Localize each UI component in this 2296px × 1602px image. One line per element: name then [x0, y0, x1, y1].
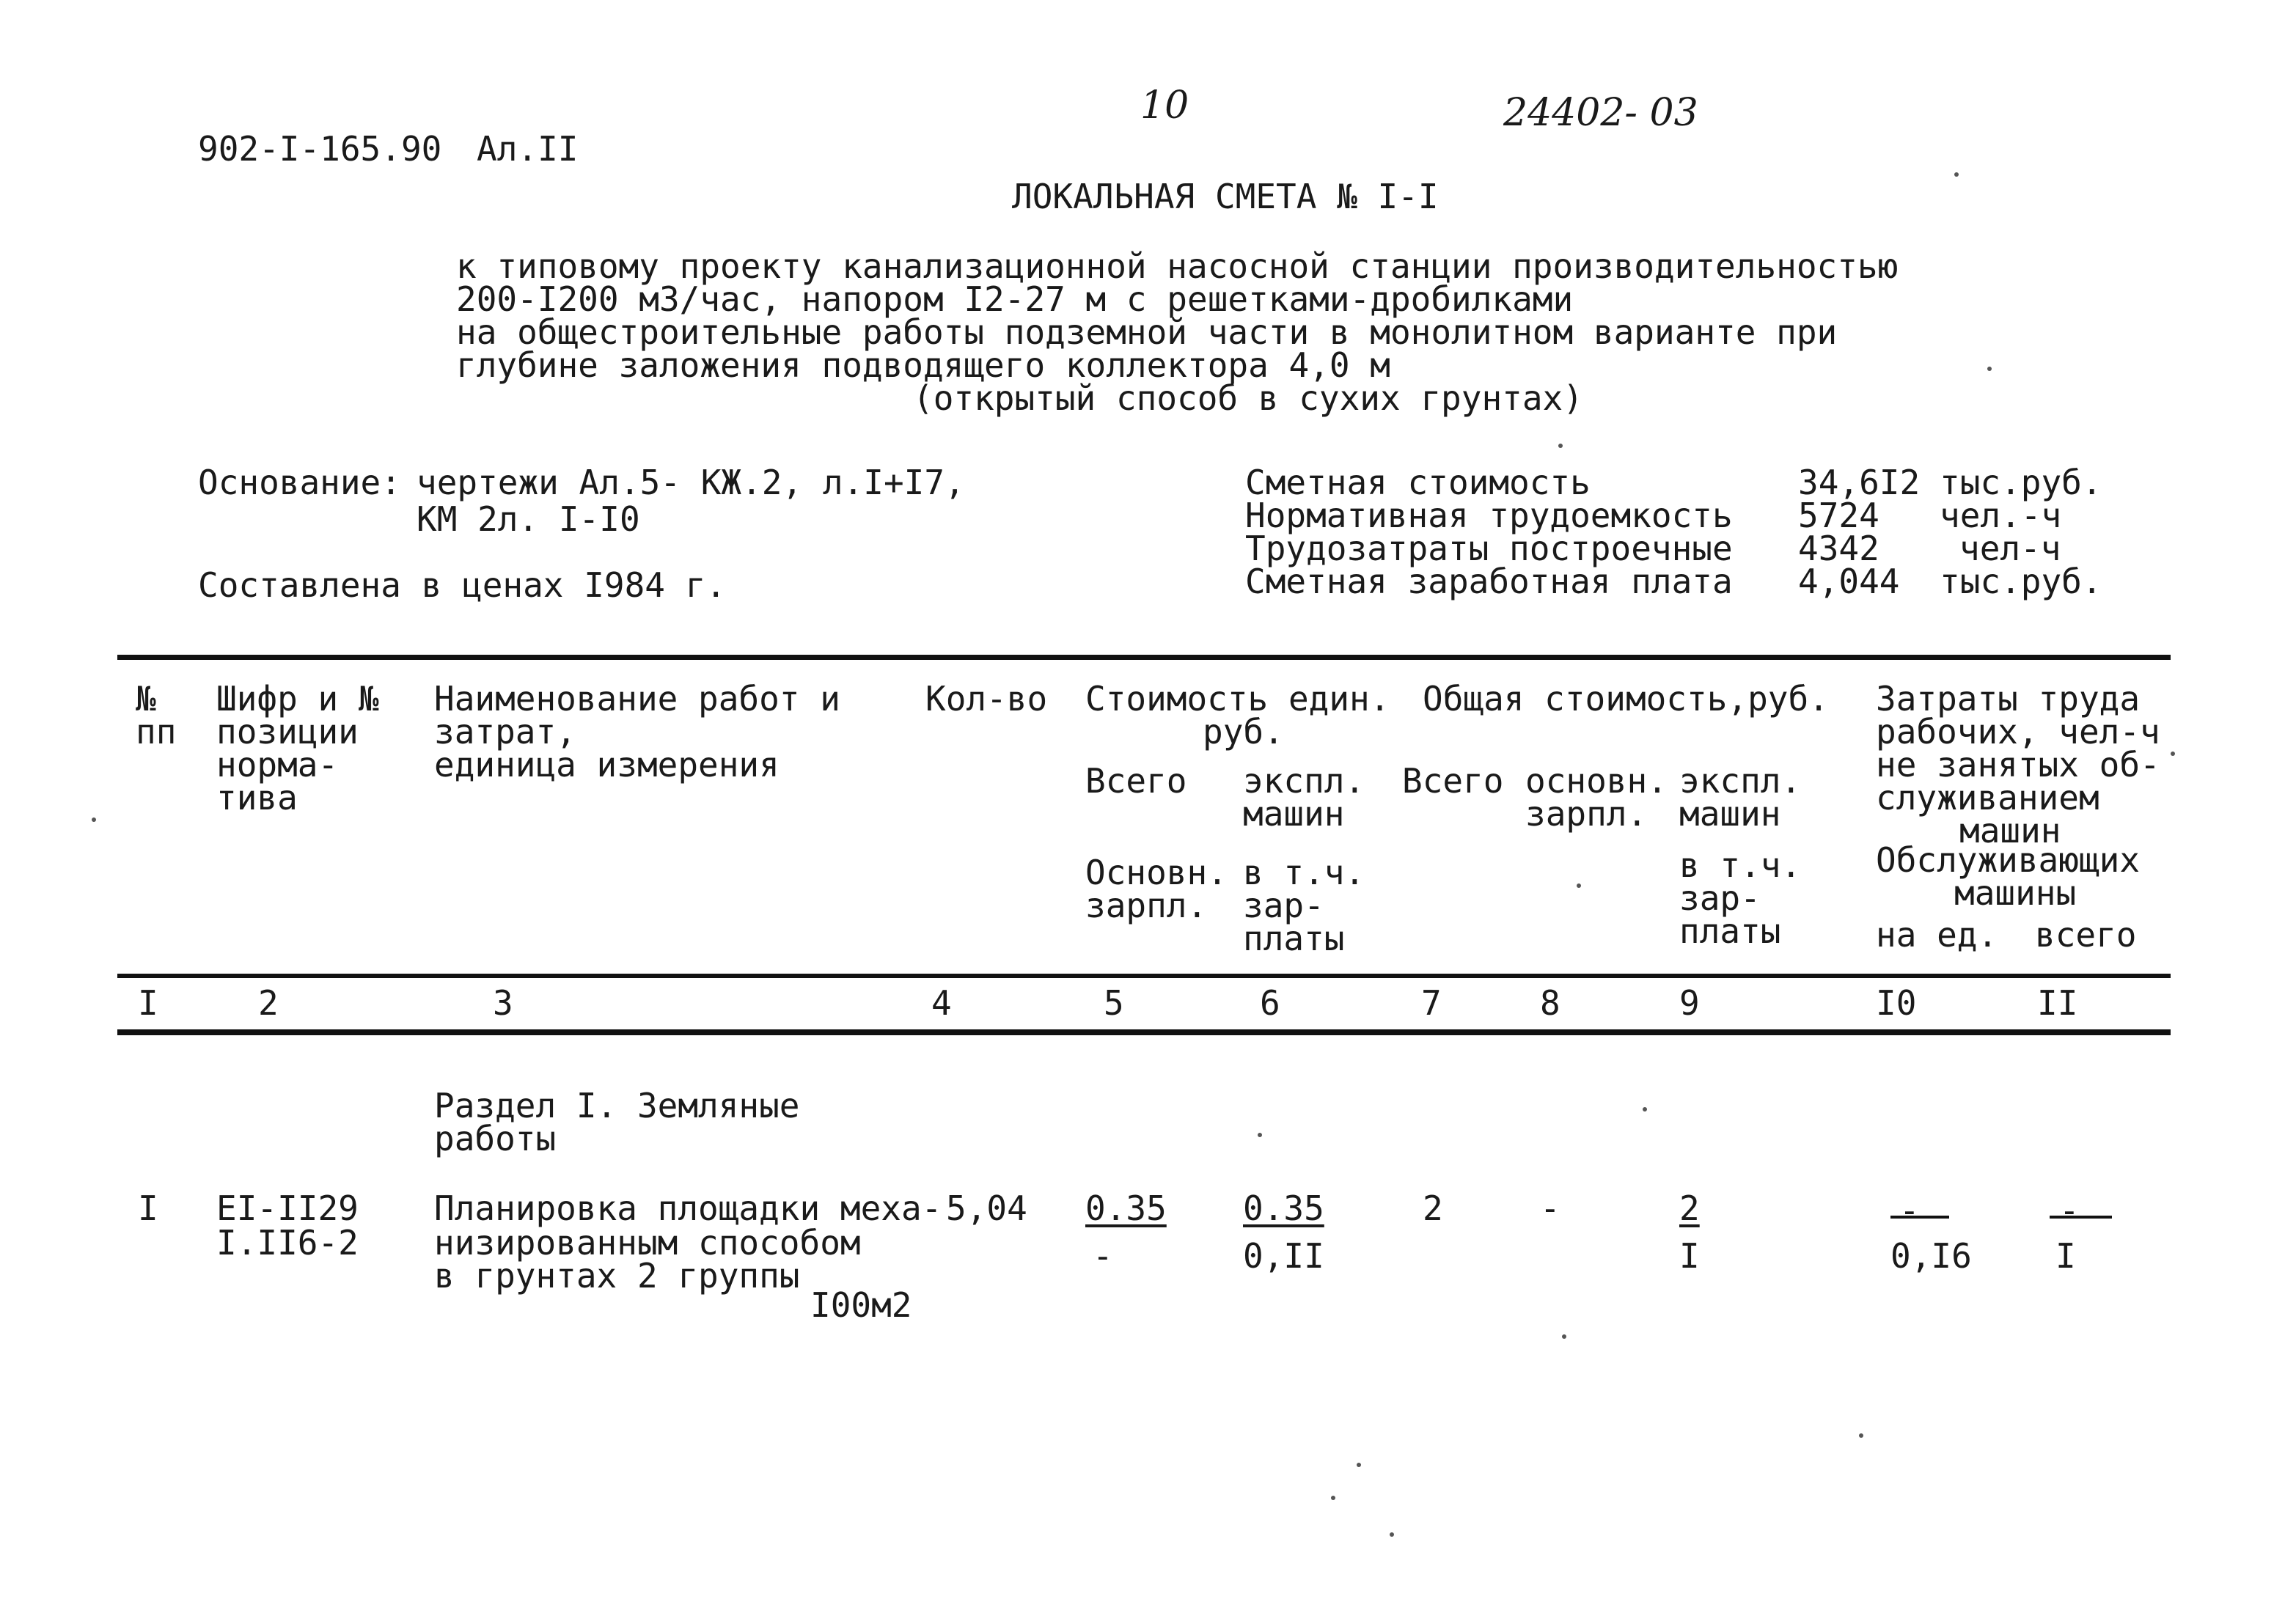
serving-header: машины [1954, 873, 2077, 913]
summary-value: 34,6I2 [1798, 463, 1921, 502]
row-name: в грунтах 2 группы [434, 1256, 800, 1296]
total-incl-header: в т.ч. [1679, 845, 1802, 885]
column-number: I [138, 983, 158, 1023]
description-line: к типовому проекту канализационной насосной станции производительностью [456, 246, 1899, 286]
col-name-header: затрат, [434, 712, 576, 752]
summary-label: Сметная заработная плата [1245, 562, 1733, 601]
row-total-machines: 2 [1679, 1188, 1700, 1228]
column-number: II [2037, 983, 2078, 1023]
col-code-header: тива [216, 778, 298, 817]
section-title: Раздел I. Земляные [434, 1086, 800, 1125]
col-code-header: Шифр и № [216, 679, 379, 719]
row-number: I [138, 1188, 158, 1228]
row-code: EI-II29 [216, 1188, 359, 1228]
summary-value: 4,044 [1798, 562, 1900, 601]
col-no-header: пп [136, 712, 177, 752]
col-code-header: позиции [216, 712, 359, 752]
unit-wages-header: Основн. [1085, 853, 1228, 892]
unit-machines-header: экспл. [1243, 761, 1365, 801]
description-line: глубине заложения подводящего коллектора 4,0 м [456, 345, 1390, 385]
unit-incl-header: зар- [1243, 886, 1324, 925]
description-line: (открытый способ в сухих грунтах) [913, 378, 1583, 418]
scan-speck [1558, 444, 1563, 448]
row-labor-per-unit: - [1899, 1191, 1920, 1230]
description-line: 200-I200 м3/час, напором I2-27 м с решетками-дробилками [456, 279, 1574, 319]
row-total-all: 2 [1423, 1188, 1443, 1228]
column-number: 6 [1260, 983, 1280, 1023]
row-total-wages: - [1540, 1188, 1560, 1228]
doc-code: 902-I-165.90 [198, 129, 442, 169]
scan-speck [1390, 1532, 1394, 1537]
unit-cost-header: руб. [1203, 712, 1284, 752]
scan-speck [92, 817, 96, 822]
labor-header: не занятых об- [1876, 745, 2160, 785]
total-wages-header: основн. [1525, 761, 1668, 801]
total-all-header: Всего [1402, 761, 1504, 801]
column-number: 4 [931, 983, 952, 1023]
album-label: Ал.II [477, 129, 579, 169]
scan-speck [2171, 752, 2175, 756]
page-number: 10 [1140, 84, 1189, 128]
all-header: всего [2035, 915, 2137, 955]
serving-header: Обслуживающих [1876, 840, 2141, 880]
labor-header: машин [1959, 811, 2061, 850]
column-number: 9 [1679, 983, 1700, 1023]
unit-machines-header: машин [1243, 794, 1345, 834]
unit-incl-header: в т.ч. [1243, 853, 1365, 892]
table-top-rule [117, 655, 2171, 660]
header-bottom-rule [117, 974, 2171, 978]
basis-line-2: КМ 2л. I-I0 [417, 499, 640, 539]
total-incl-header: платы [1679, 911, 1781, 951]
summary-value: 4342 [1798, 529, 1879, 568]
summary-label: Трудозатраты построечные [1245, 529, 1733, 568]
col-no-header: № [136, 679, 156, 719]
column-number: 8 [1540, 983, 1560, 1023]
summary-unit: чел.-ч [1940, 496, 2062, 535]
total-cost-header: Общая стоимость,руб. [1423, 679, 1829, 719]
summary-unit: тыс.руб. [1940, 562, 2102, 601]
column-number: I0 [1876, 983, 1917, 1023]
labor-header: рабочих, чел-ч [1876, 712, 2160, 752]
row-unit-wages: - [1093, 1236, 1113, 1276]
column-number: 2 [258, 983, 279, 1023]
prices-note: Составлена в ценах I984 г. [198, 565, 727, 605]
scan-speck [1643, 1107, 1647, 1112]
total-machines-header: машин [1679, 794, 1781, 834]
unit-incl-header: платы [1243, 919, 1345, 958]
column-number: 7 [1421, 983, 1442, 1023]
per-unit-header: на ед. [1876, 915, 1998, 955]
scan-speck [1987, 367, 1992, 371]
row-labor-total-serving: I [2055, 1236, 2076, 1276]
col-name-header: единица измерения [434, 745, 780, 785]
row-labor-per-unit-underline [1890, 1216, 1949, 1219]
row-labor-total: - [2059, 1191, 2080, 1230]
basis-label: Основание: [198, 463, 401, 502]
unit-wages-header: зарпл. [1085, 886, 1208, 925]
col-code-header: норма- [216, 745, 339, 785]
col-name-header: Наименование работ и [434, 679, 840, 719]
row-name: низированным способом [434, 1223, 861, 1263]
row-labor-total-underline [2050, 1216, 2112, 1219]
unit-cost-header: Стоимость един. [1085, 679, 1390, 719]
row-labor-per-unit-serving: 0,I6 [1890, 1236, 1972, 1276]
total-machines-header: экспл. [1679, 761, 1802, 801]
row-code: I.II6-2 [216, 1223, 359, 1263]
total-wages-header: зарпл. [1525, 794, 1648, 834]
basis-line-1: чертежи Ал.5- КЖ.2, л.I+I7, [417, 463, 965, 502]
inventory-number: 24402- 03 [1503, 91, 1698, 135]
row-unit: I00м2 [810, 1285, 912, 1325]
scan-speck [1357, 1463, 1361, 1467]
description-line: на общестроительные работы подземной части в монолитном варианте при [456, 312, 1838, 352]
row-name: Планировка площадки меха- [434, 1188, 942, 1228]
summary-label: Нормативная трудоемкость [1245, 496, 1733, 535]
summary-value: 5724 [1798, 496, 1879, 535]
scan-speck [1859, 1433, 1863, 1438]
scan-speck [1577, 883, 1581, 888]
scan-speck [1562, 1334, 1566, 1339]
scan-speck [1954, 172, 1959, 177]
section-title: работы [434, 1119, 557, 1158]
row-qty: 5,04 [946, 1188, 1027, 1228]
numbers-bottom-rule [117, 1029, 2171, 1035]
scan-speck [1331, 1496, 1335, 1500]
column-number: 3 [493, 983, 513, 1023]
total-incl-header: зар- [1679, 878, 1761, 918]
row-unit-machines-wages: 0,II [1243, 1236, 1324, 1276]
document-title: ЛОКАЛЬНАЯ СМЕТА № I-I [1012, 177, 1439, 216]
column-number: 5 [1104, 983, 1124, 1023]
summary-unit: чел-ч [1959, 529, 2061, 568]
summary-unit: тыс.руб. [1940, 463, 2102, 502]
labor-header: Затраты труда [1876, 679, 2141, 719]
row-unit-machines: 0.35 [1243, 1188, 1324, 1228]
col-qty-header: Кол-во [925, 679, 1048, 719]
unit-total-header: Всего [1085, 761, 1187, 801]
row-unit-total: 0.35 [1085, 1188, 1167, 1228]
scan-speck [1258, 1133, 1262, 1137]
labor-header: служиванием [1876, 778, 2099, 817]
summary-label: Сметная стоимость [1245, 463, 1591, 502]
row-total-machines-wages: I [1679, 1236, 1700, 1276]
